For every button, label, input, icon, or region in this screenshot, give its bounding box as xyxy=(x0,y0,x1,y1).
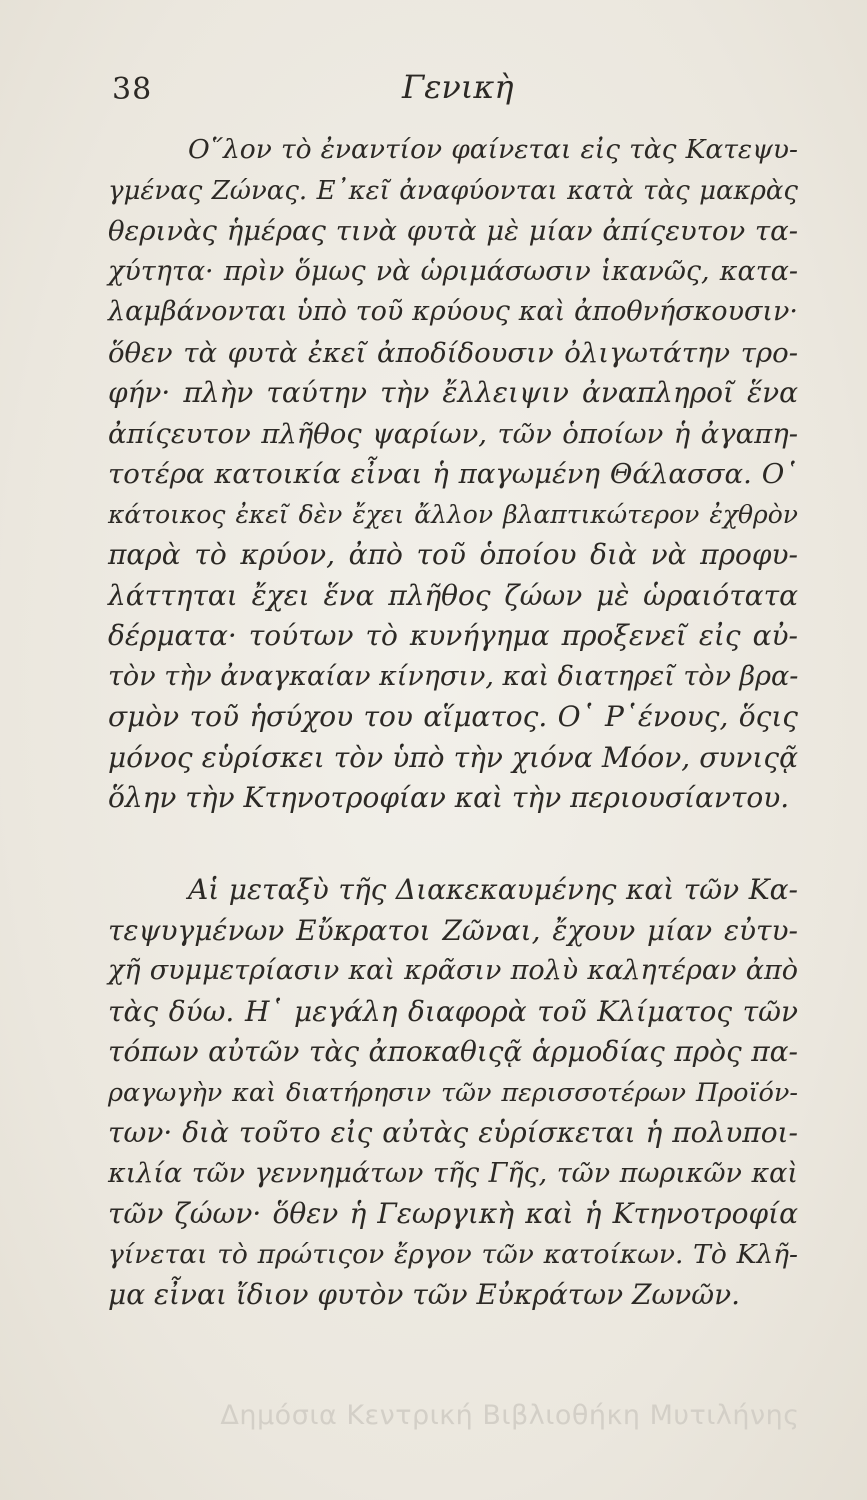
page-number: 38 xyxy=(112,72,153,107)
text-line: παρὰ τὸ κρύον, ἀπὸ τοῦ ὁποίου διὰ νὰ προφυ- xyxy=(108,538,798,571)
text-line: σμὸν τοῦ ἡσύχου του αἵματος. Ο῾ Ρ῾ένους, ὅςις xyxy=(108,700,798,733)
text-line: γμένας Ζώνας. Ε᾿κεῖ ἀναφύονται κατὰ τὰς μακρὰς xyxy=(108,175,798,206)
paragraph-frigid-zones xyxy=(108,130,798,819)
text-line: τόπων αὐτῶν τὰς ἀποκαθιςᾷ ἁρμοδίας πρὸς πα- xyxy=(108,1035,798,1068)
text-line: τὰς δύω. Η῾ μεγάλη διαφορὰ τοῦ Κλίματος τῶν xyxy=(108,994,798,1028)
text-line: μα εἶναι ἴδιον φυτὸν τῶν Εὐκράτων Ζωνῶν. xyxy=(108,1278,741,1311)
paragraph-temperate-zones xyxy=(108,870,798,1316)
text-line: γίνεται τὸ πρώτιςον ἔργον τῶν κατοίκων. Τὸ Κλῆ- xyxy=(108,1238,798,1270)
text-line: τῶν ζώων· ὅθεν ἡ Γεωργικὴ καὶ ἡ Κτηνοτροφία xyxy=(108,1197,798,1230)
text-line: κιλία τῶν γεννημάτων τῆς Γῆς, τῶν πωρικῶν καὶ xyxy=(108,1157,798,1189)
text-line: λαμβάνονται ὑπὸ τοῦ κρύους καὶ ἀποθνήσκουσιν· xyxy=(108,296,798,327)
text-line: Ο῞λον τὸ ἐναντίον φαίνεται εἰς τὰς Κατεψυ- xyxy=(188,134,798,165)
text-line: τεψυγμένων Εὔκρατοι Ζῶναι, ἔχουν μίαν εὐτυ- xyxy=(108,913,798,947)
text-line: φήν· πλὴν ταύτην τὴν ἔλλειψιν ἀναπληροῖ ἕνα xyxy=(108,376,798,409)
text-line: μόνος εὑρίσκει τὸν ὑπὸ τὴν χιόνα Μόον, συνιςᾷ xyxy=(108,740,798,774)
text-line: ἀπίςευτον πλῆθος ψαρίων, τῶν ὁποίων ἡ ἀγαπη- xyxy=(108,417,798,450)
text-line: Αἱ μεταξὺ τῆς Διακεκαυμένης καὶ τῶν Κα- xyxy=(188,873,798,906)
text-line: δέρματα· τούτων τὸ κυνήγημα προξενεῖ εἰς αὐ- xyxy=(108,619,798,652)
text-line: ὅθεν τὰ φυτὰ ἐκεῖ ἀποδίδουσιν ὀλιγωτάτην τρο- xyxy=(108,336,798,369)
library-watermark: Δημόσια Κεντρική Βιβλιοθήκη Μυτιλήνης xyxy=(220,1400,800,1431)
text-line: των· διὰ τοῦτο εἰς αὐτὰς εὑρίσκεται ἡ πολυποι- xyxy=(108,1116,798,1149)
text-line: χῆ συμμετρίασιν καὶ κρᾶσιν πολὺ καλητέραν ἀπὸ xyxy=(108,955,798,986)
text-line: χύτητα· πρὶν ὅμως νὰ ὡριμάσωσιν ἱκανῶς, κατα- xyxy=(108,255,798,287)
text-line: ὅλην τὴν Κτηνοτροφίαν καὶ τὴν περιουσίαντου. xyxy=(108,781,790,814)
text-line: θερινὰς ἡμέρας τινὰ φυτὰ μὲ μίαν ἀπίςευτον τα- xyxy=(108,215,798,247)
text-line: λάττηται ἔχει ἕνα πλῆθος ζώων μὲ ὡραιότατα xyxy=(108,578,798,612)
text-line: τὸν τὴν ἀναγκαίαν κίνησιν, καὶ διατηρεῖ τὸν βρα- xyxy=(108,660,799,692)
text-line: τοτέρα κατοικία εἶναι ἡ παγωμένη Θάλασσα. Ο῾ xyxy=(108,458,798,490)
running-head: Γενικὴ xyxy=(402,68,514,106)
text-line: ραγωγὴν καὶ διατήρησιν τῶν περισσοτέρων Προϊόν- xyxy=(108,1077,798,1108)
page-header xyxy=(112,62,792,112)
text-line: κάτοικος ἐκεῖ δὲν ἔχει ἄλλον βλαπτικώτερον ἐχθρὸν xyxy=(108,499,798,529)
